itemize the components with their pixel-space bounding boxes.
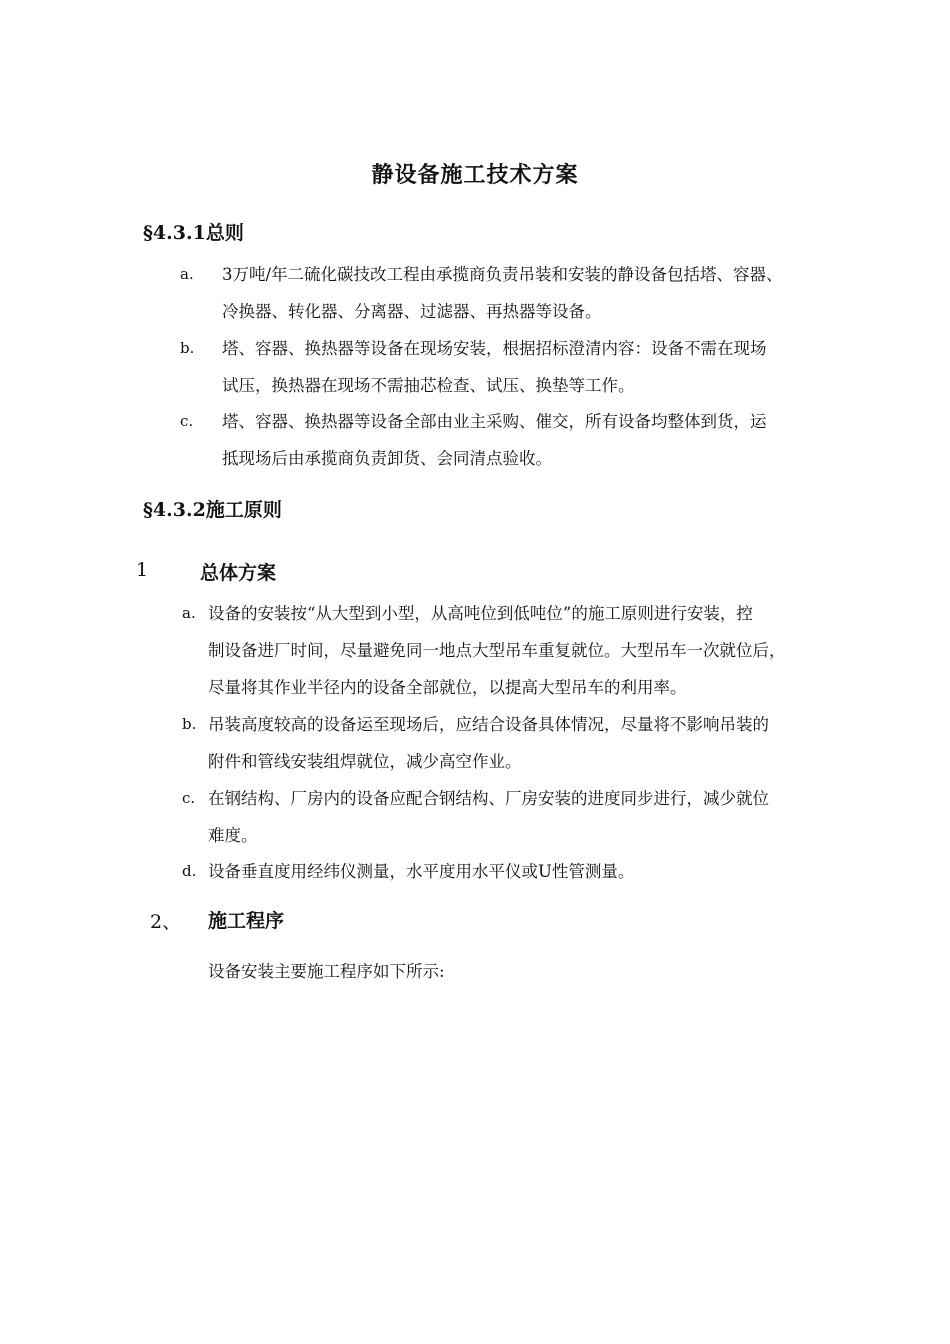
subsection-number: 1 [136, 559, 149, 581]
list-item-line: 制设备进厂时间，尽量避免同一地点大型吊车重复就位。大型吊车一次就位后， [208, 641, 786, 660]
subsection-number: 2、 [150, 911, 182, 933]
list-marker: a. [180, 265, 194, 283]
list-item-line: 吊装高度较高的设备运至现场后，应结合设备具体情况，尽量将不影响吊装的 [208, 715, 769, 734]
section-heading-general: §4.3.1总则 [143, 222, 244, 244]
list-item-line: 试压，换热器在现场不需抽芯检查、试压、换垫等工作。 [222, 376, 635, 395]
subsection-heading-overall-plan: 总体方案 [200, 562, 277, 584]
list-item-line: 在钢结构、厂房内的设备应配合钢结构、厂房安装的进度同步进行，减少就位 [208, 789, 769, 808]
list-marker: d. [182, 862, 197, 880]
list-item-line: 3万吨/年二硫化碳技改工程由承揽商负责吊装和安装的静设备包括塔、容器、 [222, 265, 783, 284]
page-title: 静设备施工技术方案 [371, 162, 579, 188]
list-marker: a. [182, 604, 196, 622]
section-heading-principles: §4.3.2施工原则 [143, 499, 282, 521]
paragraph: 设备安装主要施工程序如下所示: [208, 962, 445, 981]
subsection-heading-procedure: 施工程序 [208, 910, 285, 932]
list-item-line: 设备垂直度用经纬仪测量，水平度用水平仪或U性管测量。 [208, 862, 635, 881]
list-item-line: 塔、容器、换热器等设备在现场安装，根据招标澄清内容：设备不需在现场 [222, 339, 767, 358]
list-item-line: 设备的安装按“从大型到小型，从高吨位到低吨位”的施工原则进行安装，控 [208, 604, 753, 623]
list-item-line: 尽量将其作业半径内的设备全部就位，以提高大型吊车的利用率。 [208, 678, 687, 697]
list-item-line: 冷换器、转化器、分离器、过滤器、再热器等设备。 [222, 302, 602, 321]
list-marker: c. [180, 412, 194, 430]
list-item-line: 塔、容器、换热器等设备全部由业主采购、催交，所有设备均整体到货，运 [222, 412, 767, 431]
list-marker: b. [180, 339, 195, 357]
list-item-line: 附件和管线安装组焊就位，减少高空作业。 [208, 752, 522, 771]
list-item-line: 抵现场后由承揽商负责卸货、会同清点验收。 [222, 449, 552, 468]
list-marker: b. [182, 715, 197, 733]
list-marker: c. [182, 789, 196, 807]
list-item-line: 难度。 [208, 826, 258, 845]
